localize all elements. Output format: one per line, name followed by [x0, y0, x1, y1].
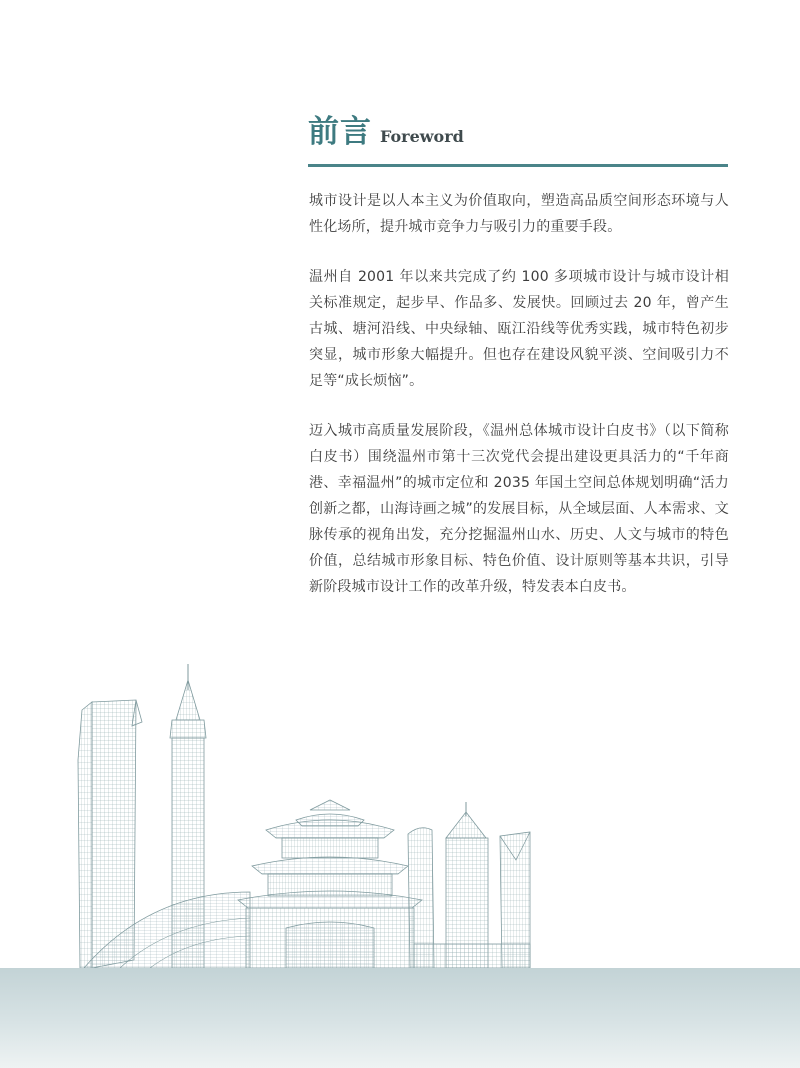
heading-chinese: 前言 — [308, 114, 372, 150]
heading-english: Foreword — [380, 127, 464, 146]
paragraph-1: 城市设计是以人本主义为价值取向，塑造高品质空间形态环境与人性化场所，提升城市竞争力与吸引力的重要手段。 — [309, 193, 729, 235]
heading-divider — [308, 164, 728, 167]
page-heading — [308, 106, 464, 151]
ground-band — [0, 968, 800, 1068]
crown-tower — [446, 802, 488, 968]
foreword-body — [309, 188, 729, 624]
city-skyline-illustration — [0, 660, 800, 970]
paragraph-2: 温州自 2001 年以来共完成了约 100 多项城市设计与城市设计相关标准规定，起步早、作品多、发展快。回顾过去 20 年，曾产生古城、塘河沿线、中央绿轴、瓯江沿线等优秀实践，城市特色初步突显，城市形象大幅提升。但也存在建设风貌平淡、空间吸引力不足等“成长烦恼”。 — [309, 269, 729, 389]
pagoda-pavilion — [238, 800, 422, 968]
low-podium — [414, 944, 530, 968]
paragraph-3: 迈入城市高质量发展阶段，《温州总体城市设计白皮书》（以下简称白皮书）围绕温州市第十三次党代会提出建设更具活力的“千年商港、幸福温州”的城市定位和 2035 年国土空间总体规划明确“活力创新之都，山海诗画之城”的发展目标，从全域层面、人本需求、文脉传承的视角出发，充分挖掘温州山水、历史、人文与城市的特色价值，总结城市形象目标、特色价值、设计原则等基本共识，引导新阶段城市设计工作的改革升级，特发表本白皮书。 — [309, 423, 729, 595]
